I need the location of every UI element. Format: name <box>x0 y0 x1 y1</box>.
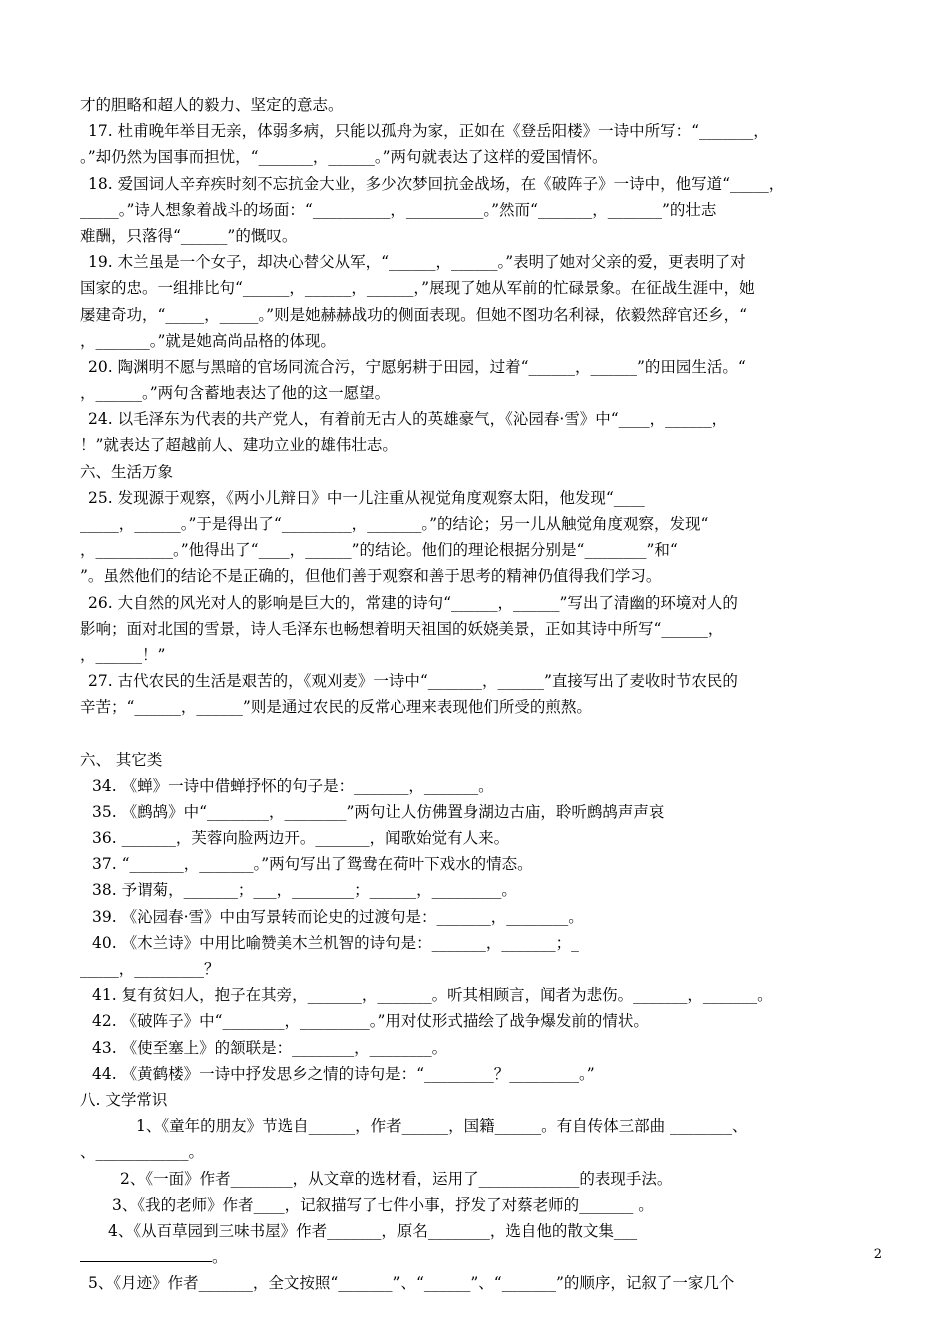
answer-blank <box>80 1245 212 1262</box>
text-line: 难酬，只落得“______”的慨叹。 <box>80 226 298 245</box>
literature-item-4: 4、《从百草园到三味书屋》作者_______，原名________，选自他的散文集___ <box>108 1221 638 1240</box>
text-line: ，_______。”就是她高尚品格的体现。 <box>80 331 336 350</box>
literature-item-5: 5、《月迹》作者_______，全文按照“_______”、“______”、“_______”的顺序，记叙了一家几个 <box>88 1274 735 1293</box>
question-40: 40. 《木兰诗》中用比喻赞美木兰机智的诗句是：_______，_______；_ <box>92 933 579 952</box>
section-heading: 六、生活万象 <box>80 462 174 481</box>
question-42: 42. 《破阵子》中“________，_________。”用对仗形式描绘了战争爆发前的情状。 <box>92 1012 649 1031</box>
document-body <box>80 92 885 1296</box>
question-43: 43. 《使至塞上》的颔联是：________，________。 <box>92 1038 448 1057</box>
question-19: 19. 木兰虽是一个女子，却决心替父从军，“______，______。”表明了她对父亲的爱，更表明了对 <box>88 253 746 272</box>
question-35: 35. 《鹧鸪》中“________，________”两句让人仿佛置身湖边古庙，聆听鹧鸪声声哀 <box>92 802 665 821</box>
text-line: ，______。”两句含蓄地表达了他的这一愿望。 <box>80 384 391 403</box>
question-36: 36. _______，芙蓉向脸两边开。_______，闻歌始觉有人来。 <box>92 829 510 848</box>
text-line: ”。虽然他们的结论不是正确的，但他们善于观察和善于思考的精神仍值得我们学习。 <box>80 567 662 586</box>
text-line: 影响；面对北国的雪景，诗人毛泽东也畅想着明天祖国的妖娆美景，正如其诗中所写“______， <box>80 619 724 638</box>
text-line: ，__________。”他得出了“____，______”的结论。他们的理论根据分别是“________”和“ <box>80 541 678 560</box>
question-44: 44. 《黄鹤楼》一诗中抒发思乡之情的诗句是：“_________？_________。” <box>92 1064 595 1083</box>
section-heading: 六、 其它类 <box>80 750 163 769</box>
question-39: 39. 《沁园春·雪》中由写景转而论史的过渡句是：_______，________。 <box>92 907 584 926</box>
question-34: 34. 《蝉》一诗中借蝉抒怀的句子是：_______，_______。 <box>92 776 494 795</box>
text-line: 、____________。 <box>80 1143 205 1162</box>
question-20: 20. 陶渊明不愿与黑暗的官场同流合污，宁愿躬耕于田园，过着“______，______”的田园生活。“ <box>88 357 746 376</box>
text-line: 。 <box>80 1244 885 1270</box>
question-41: 41. 复有贫妇人，抱子在其旁，_______，_______。听其相顾言，闻者为悲伤。_______，_______。 <box>92 986 773 1005</box>
text-line: 才的胆略和超人的毅力、坚定的意志。 <box>80 96 344 114</box>
text-line: ，______！” <box>80 645 166 664</box>
question-25: 25. 发现源于观察，《两小儿辩日》中一儿注重从视觉角度观察太阳，他发现“____ <box>88 488 645 507</box>
question-27: 27. 古代农民的生活是艰苦的，《观刈麦》一诗中“_______，______”直接写出了麦收时节农民的 <box>88 672 738 691</box>
literature-item-1: 1、《童年的朋友》节选自______，作者______，国籍______。有自传体三部曲 ________、 <box>136 1117 748 1136</box>
text-line: _____，______。”于是得出了“_________，_______。”的结论；另一儿从触觉角度观察，发现“ <box>80 515 709 533</box>
text-line: ！”就表达了超越前人、建功立业的雄伟壮志。 <box>80 436 398 455</box>
text-line: 辛苦；“______，______”则是通过农民的反常心理来表现他们所受的煎熬。 <box>80 698 592 717</box>
text-line: _____，_________？ <box>80 960 220 978</box>
blank-line <box>80 721 885 747</box>
question-18: 18. 爱国词人辛弃疾时刻不忘抗金大业，多少次梦回抗金战场，在《破阵子》一诗中，他写道“_____， <box>88 174 785 193</box>
text-line: 国家的忠。一组排比句“______，______，______，”展现了她从军前的忙碌景象。在征战生涯中，她 <box>80 279 755 298</box>
literature-item-2: 2、《一面》作者________，从文章的选材看，运用了_____________的表现手法。 <box>120 1169 673 1188</box>
literature-item-3: 3、《我的老师》作者____，记叙描写了七件小事，抒发了对蔡老师的_______ 。 <box>112 1195 654 1214</box>
question-37: 37. “_______，_______。”两句写出了鸳鸯在荷叶下戏水的情态。 <box>92 855 533 874</box>
question-24: 24. 以毛泽东为代表的共产党人，有着前无古人的英雄豪气，《沁园春·雪》中“____，______， <box>88 410 728 429</box>
question-17: 17. 杜甫晚年举目无亲，体弱多病，只能以孤舟为家，正如在《登岳阳楼》一诗中所写：“_______， <box>88 122 769 141</box>
text-line: 。”却仍然为国事而担忧，“_______，______。”两句就表达了这样的爱国情怀。 <box>80 148 608 167</box>
question-38: 38. 予谓菊，_______；___，________；______，_________。 <box>92 881 517 900</box>
section-heading: 八. 文学常识 <box>80 1090 168 1109</box>
text-line: 屡建奇功，“_____，_____。”则是她赫赫战功的侧面表现。但她不图功名利禄，依毅然辞官还乡，“ <box>80 305 748 324</box>
text-line: _____。”诗人想象着战斗的场面：“__________，__________。”然而“_______，_______”的壮志 <box>80 200 717 219</box>
page-number: 2 <box>873 1247 882 1262</box>
question-26: 26. 大自然的风光对人的影响是巨大的，常建的诗句“______，______”写出了清幽的环境对人的 <box>88 593 738 612</box>
